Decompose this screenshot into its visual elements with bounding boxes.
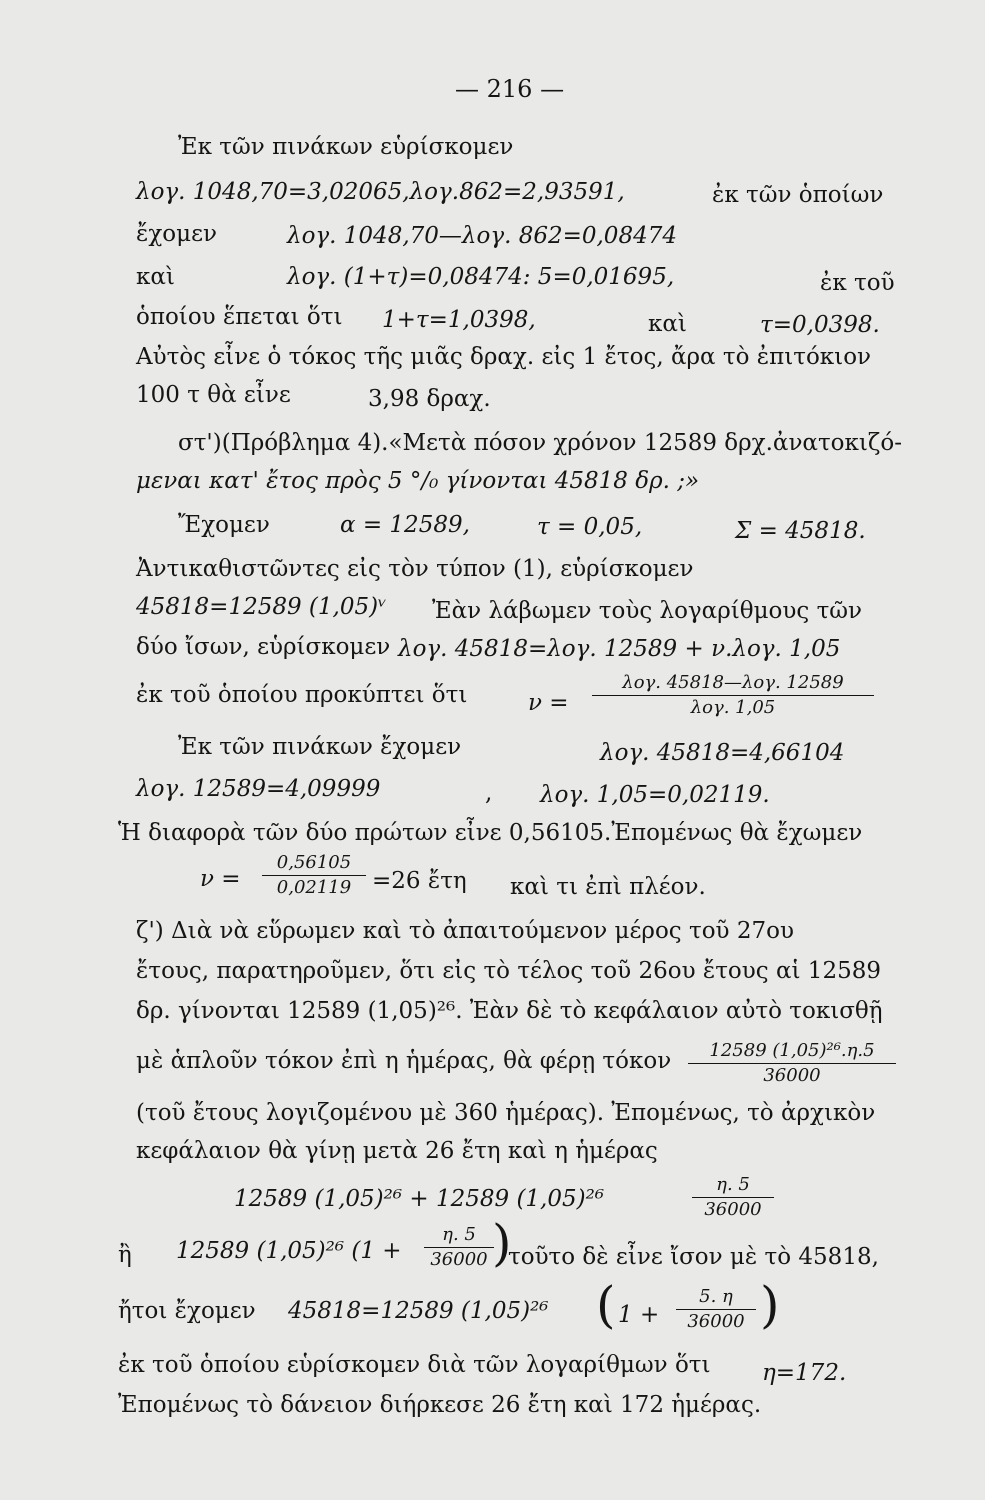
- section-zeta-line-2: ἔτους, παρατηροῦμεν, ὅτι εἰς τὸ τέλος τοῦ 26ου ἔτους αἱ 12589: [136, 958, 881, 984]
- nu-value-denominator: 0,02119: [276, 877, 352, 898]
- nu-fraction: [592, 672, 874, 719]
- capital-expression: 12589 (1,05)²⁶ + 12589 (1,05)²⁶: [234, 1186, 605, 1212]
- final-equation: 45818=12589 (1,05)²⁶: [288, 1298, 549, 1324]
- log-105-value: λογ. 1,05=0,02119.: [540, 782, 770, 808]
- text-line-4-end: ἐκ τοῦ: [820, 270, 895, 296]
- capital-fraction-denominator: 36000: [704, 1199, 762, 1220]
- text-line-11: Ἀντικαθιστῶντες εἰς τὸν τύπον (1), εὑρίσκομεν: [136, 556, 694, 582]
- sigma-value: Σ = 45818.: [735, 518, 866, 544]
- factored-fraction-numerator: η. 5: [424, 1224, 494, 1248]
- text-line-18-end: καὶ τι ἐπὶ πλέον.: [510, 874, 706, 900]
- one-plus: 1 +: [618, 1302, 660, 1328]
- factored-fraction-denominator: 36000: [430, 1249, 488, 1270]
- nu-fraction-numerator: λογ. 45818—λογ. 12589: [592, 672, 874, 696]
- text-line-5-mid: καὶ: [648, 311, 687, 337]
- nu-fraction-denominator: λογ. 1,05: [690, 697, 776, 718]
- text-line-29: Ἐπομένως τὸ δάνειον διήρκεσε 26 ἔτη καὶ 172 ἡμέρας.: [118, 1392, 762, 1418]
- final-fraction-denominator: 36000: [687, 1311, 745, 1332]
- tau-value: τ=0,0398.: [760, 312, 880, 338]
- text-line-24: κεφάλαιον θὰ γίνῃ μετὰ 26 ἔτη καὶ η ἡμέρας: [136, 1138, 658, 1164]
- text-line-14-start: ἐκ τοῦ ὁποίου προκύπτει ὅτι: [136, 682, 468, 708]
- nu-value-numerator: 0,56105: [262, 852, 366, 876]
- log-12589-value: λογ. 12589=4,09999: [136, 776, 381, 802]
- interest-fraction-numerator: 12589 (1,05)²⁶.η.5: [688, 1040, 896, 1064]
- text-line-4-start: καὶ: [136, 264, 175, 290]
- opening-paren-2: (: [596, 1276, 616, 1334]
- nu-equals-2: ν =: [200, 866, 241, 892]
- text-line-6: Αὐτὸς εἶνε ὁ τόκος τῆς μιᾶς δραχ. εἰς 1 ἔτος, ἄρα τὸ ἐπιτόκιον: [136, 344, 872, 370]
- log-equation: λογ. 45818=λογ. 12589 + ν.λογ. 1,05: [398, 636, 841, 662]
- section-zeta-line-3: δρ. γίνονται 12589 (1,05)²⁶. Ἐὰν δὲ τὸ κεφάλαιον αὐτὸ τοκισθῇ: [136, 998, 883, 1024]
- compound-equation: 45818=12589 (1,05)ᵛ: [136, 594, 387, 620]
- section-zeta-line-1: ζ') Διὰ νὰ εὕρωμεν καὶ τὸ ἀπαιτούμενον μέρος τοῦ 27ου: [136, 918, 794, 944]
- text-line-27-start: ἤτοι ἔχομεν: [118, 1298, 256, 1324]
- problem-statement-line-1: στ')(Πρόβλημα 4).«Μετὰ πόσον χρόνον 12589 δρχ.ἀνατοκιζό-: [178, 430, 903, 456]
- closing-paren: ): [492, 1214, 512, 1272]
- capital-fraction: [692, 1174, 774, 1221]
- factored-expression: 12589 (1,05)²⁶ (1 +: [176, 1238, 402, 1264]
- nu-equals: ν =: [528, 690, 569, 716]
- text-line-3-start: ἔχομεν: [136, 221, 217, 247]
- text-line-12-end: Ἐὰν λάβωμεν τοὺς λογαρίθμους τῶν: [432, 598, 863, 624]
- alpha-value: α = 12589,: [340, 512, 470, 538]
- interest-fraction-denominator: 36000: [763, 1065, 821, 1086]
- years-result: =26 ἔτη: [372, 868, 467, 894]
- interest-fraction: [688, 1040, 896, 1087]
- capital-fraction-numerator: η. 5: [692, 1174, 774, 1198]
- eta-value: η=172.: [762, 1360, 847, 1386]
- interest-rate-value: 3,98 δραχ.: [368, 386, 491, 412]
- text-line-13-start: δύο ἴσων, εὑρίσκομεν: [136, 634, 391, 660]
- separator-comma: ,: [485, 780, 493, 806]
- text-line-10-start: Ἔχομεν: [178, 512, 270, 538]
- text-line-17: Ἡ διαφορὰ τῶν δύο πρώτων εἶνε 0,56105.Ἐπομένως θὰ ἔχωμεν: [118, 820, 863, 846]
- final-fraction: [676, 1286, 756, 1333]
- text-line-7-start: 100 τ θὰ εἶνε: [136, 382, 291, 408]
- text-line-15-start: Ἐκ τῶν πινάκων ἔχομεν: [178, 734, 462, 760]
- closing-paren-2: ): [760, 1276, 780, 1334]
- log-45818-value: λογ. 45818=4,66104: [600, 740, 845, 766]
- text-line-22-start: μὲ ἁπλοῦν τόκον ἐπὶ η ἡμέρας, θὰ φέρῃ τόκον: [136, 1048, 672, 1074]
- factored-fraction: [424, 1224, 494, 1271]
- text-line-1: Ἐκ τῶν πινάκων εὑρίσκομεν: [178, 134, 514, 160]
- or-word: ἢ: [118, 1242, 132, 1268]
- text-line-28-start: ἐκ τοῦ ὁποίου εὑρίσκομεν διὰ τῶν λογαρίθμων ὅτι: [118, 1352, 711, 1378]
- log-rate-equation: λογ. (1+τ)=0,08474: 5=0,01695,: [287, 264, 675, 290]
- page-number: — 216 —: [455, 75, 565, 103]
- text-line-26-end: τοῦτο δὲ εἶνε ἴσον μὲ τὸ 45818,: [508, 1244, 879, 1270]
- log-difference-equation: λογ. 1048,70—λογ. 862=0,08474: [287, 223, 677, 249]
- final-fraction-numerator: 5. η: [676, 1286, 756, 1310]
- problem-statement-line-2: μεναι κατ' ἔτος πρὸς 5 °/₀ γίνονται 45818 δρ. ;»: [136, 468, 700, 494]
- text-line-2-end: ἐκ τῶν ὁποίων: [712, 182, 884, 208]
- log-values-line: λογ. 1048,70=3,02065,λογ.862=2,93591,: [136, 179, 625, 205]
- tau-given: τ = 0,05,: [537, 514, 643, 540]
- rate-equation: 1+τ=1,0398,: [382, 307, 536, 333]
- text-line-5-start: ὁποίου ἕπεται ὅτι: [136, 304, 343, 330]
- nu-value-fraction: [262, 852, 366, 899]
- text-line-23: (τοῦ ἔτους λογιζομένου μὲ 360 ἡμέρας). Ἐπομένως, τὸ ἀρχικὸν: [136, 1100, 876, 1126]
